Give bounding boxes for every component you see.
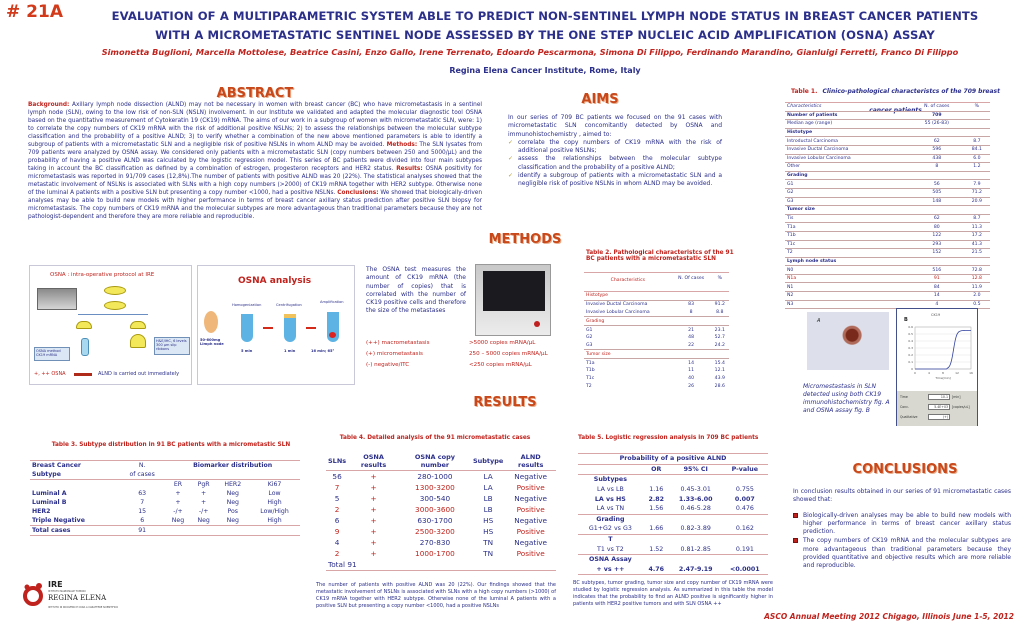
background-text: Axillary lymph node dissection (ALND) may not be necessary in women with breast cancer (BC) who have micrometastasis in a sentinel lymph node (SLN), owing to the low risk of non-SLN (NSLN) involvement. In our Institute we validated and adapted the molecular diagnostic tool OSNA based on the quantitative measurement of Cytokeratin 19 (CK19) mRNA. The aims of our work in a subgroup of women with micrometastatic SLN, were: 1) to correlate the copy numbers of CK19 mRNA with the risk of additional positive NSLNs; 2) to assess the relationships between the molecular subtype classification and the probability of a positive ALND; 3) to verify whether a combination of the new above mentioned parameters is able to identify a subgroup of patients with a micrometastatic SLN and a negligible risk of positive NSLNs in whom ALND may be avoided. bbox=[28, 102, 483, 148]
table1-row: Tumor size bbox=[785, 206, 990, 215]
aims-heading: AIMS bbox=[581, 92, 619, 107]
table2-row: G2 48 52.7 bbox=[586, 335, 725, 341]
table3-row: Luminal B 7 + + Neg High bbox=[32, 499, 282, 506]
table2-row: G3 22 24.2 bbox=[586, 343, 725, 349]
device-button bbox=[534, 321, 540, 327]
osna-method-box: OSNA method CK19 mRNA bbox=[34, 347, 70, 361]
table5-row: T bbox=[578, 534, 768, 544]
table1-row: Grading bbox=[785, 171, 990, 180]
conclusions-label: Conclusions: bbox=[337, 189, 379, 196]
table5-row: LA vs HS 2.82 1.33-6.00 0.007 bbox=[594, 495, 755, 503]
ihc-photo-a: A bbox=[807, 312, 889, 370]
aims-item: ✓ identify a subgroup of patients with a micrometastatic SLN and a negligible risk of positive NSLNs in whom ALND may be avoided. bbox=[508, 171, 722, 188]
table3-total-row: Total cases 91 bbox=[30, 526, 300, 536]
y-tick-label: 0.2 bbox=[908, 353, 913, 357]
check-icon: ✓ bbox=[508, 171, 514, 179]
table1-row: Tis 62 8.7 bbox=[785, 214, 990, 223]
table1-row: T2 152 21.5 bbox=[785, 249, 990, 258]
x-tick-label: 8 bbox=[942, 371, 944, 375]
table1-row: T1b 122 17.2 bbox=[785, 231, 990, 240]
tube-shape bbox=[81, 338, 89, 356]
table2-row: T1b 11 12.1 bbox=[586, 368, 725, 374]
conclusions-body bbox=[793, 488, 1011, 571]
protocol-bottom-left: +, ++ OSNA bbox=[34, 371, 66, 377]
conclusions-text: We showed that biologically-driven analyses may be able to build new models with higher performance in terms of breast cancer axillary status prediction after positive SLN biopsy for micrometastasis. The copy numbers of CK19 mRNA and the molecular subtypes are more advantageous than traditional parameters because they are not pathologist-dependent and therefore they are more reliable and reproducible. bbox=[28, 189, 482, 220]
osna-device-photo bbox=[475, 264, 551, 336]
time-amplification: 16 min; 65° bbox=[311, 349, 335, 353]
table4-row: 9 + 2500-3200 HS Positive bbox=[334, 527, 545, 536]
thresholds bbox=[366, 340, 566, 368]
slice-stack-shape bbox=[130, 334, 146, 348]
table4-row: 6 + 630-1700 HS Negative bbox=[334, 516, 548, 525]
table5-note: BC subtypes, tumor grading, tumor size and copy number of CK19 mRNA were studied by logistic regression analysis. As summarized in this table the model indicates that the probability to find an ALND positive is significantly higher in patients with HER2 positive tumors and with SLN OSNA ++ bbox=[573, 580, 773, 607]
table1-row: Number of patients 709 bbox=[785, 111, 990, 120]
device-window bbox=[483, 271, 545, 311]
lymph-node-shape bbox=[104, 286, 126, 295]
table1-row: T1c 293 41.3 bbox=[785, 240, 990, 249]
table5-caption: Table 5. Logistic regression analysis in 709 BC patients bbox=[578, 435, 759, 441]
table2-row: Tumor size bbox=[584, 350, 729, 359]
table2-row: Invasive Ductal Carcinoma 83 91.2 bbox=[586, 302, 725, 308]
lymph-node-icon bbox=[204, 311, 218, 333]
table4-note: The number of patients with positive ALND was 20 (22%). Our findings showed that the metastatic involvement of NSLNs is associated with SLNs with a high copy numbers (>1000) of CK19 mRNA together with HER2 subtype. Otherwise none of the luminal A patients with a positive SLN but presenting a copy number <1000, had a positive NSLNs bbox=[316, 582, 556, 609]
readout-row: Qualitative (+) bbox=[900, 415, 948, 419]
y-tick-label: 0.3 bbox=[908, 346, 913, 350]
x-tick-label: 16 bbox=[969, 371, 973, 375]
table5-row: G1+G2 vs G3 1.66 0.82-3.89 0.162 bbox=[588, 525, 754, 533]
aims-item: ✓ correlate the copy numbers of CK19 mRNA with the risk of additional positive NSLNs; bbox=[508, 138, 722, 155]
conclusions-item: The copy numbers of CK19 mRNA and the molecular subtypes are more advantageous than traditional parameters because they provided quantitative and objective results which are more reliable and reproducible. bbox=[793, 537, 1011, 570]
table1-row: N2 14 2.0 bbox=[785, 292, 990, 301]
table1-caption: Table 1. Clinico-pathological characteristcs of the 709 breast cancer patients bbox=[791, 88, 1000, 114]
results-text: OSNA positivity for micrometastasis was reported in 91/709 cases (12,8%).The number of patients with positive ALND was 20 (22%). The statistical analyses showed that the metastatic involvement of NSLNs is associated with SLNs with a high copy numbers (>2000) of CK19 mRNA together with HER2 subtype. Otherwise none of the luminal A patients with a positive SLN but presenting a copy number <1000, had a positive NSLNs. bbox=[28, 165, 483, 196]
results-label: Results: bbox=[396, 165, 423, 172]
background-label: Background: bbox=[28, 102, 70, 108]
osna-chart-b: B CK19 0.6 0.5 0.4 0.3 0.2 0.1 0 0 4 8 12 16 Time[min] Time 10.1 [min] Conc. 5.4E+03 [copies/uL] Qualitative (+) bbox=[896, 308, 978, 426]
table1-row: Invasive Lobular Carcinoma 438 6.0 bbox=[785, 154, 990, 163]
table2-caption: Table 2. Pathological characteristcs of the 91 BC patients with a micrometastatic SLN bbox=[586, 250, 734, 262]
conclusions-intro: In conclusion results obtained in our series of 91 micrometastatic cases showed that: bbox=[793, 488, 1011, 504]
osna-analysis-title: OSNA analysis bbox=[238, 276, 312, 286]
table3-header-row: Breast Cancer N. Biomarker distribution bbox=[30, 461, 300, 471]
protocol-bottom-right: ALND is carried out immediately bbox=[98, 371, 180, 377]
table1-row: Lymph node status bbox=[785, 257, 990, 266]
table5-row: T1 vs T2 1.52 0.81-2.85 0.191 bbox=[597, 545, 754, 553]
y-tick-label: 0.1 bbox=[908, 360, 913, 364]
table1-row: T1a 80 11.3 bbox=[785, 223, 990, 232]
table3 bbox=[30, 460, 300, 536]
threshold-row: (++) macrometastasis >5000 copies mRNA/µL bbox=[366, 340, 536, 346]
time-centrifugation: 1 min bbox=[284, 349, 296, 353]
table1-row: Histotype bbox=[785, 128, 990, 137]
aims-body bbox=[508, 114, 722, 188]
device-photo bbox=[37, 288, 77, 310]
aims-intro: In our series of 709 BC patients we focused on the 91 cases with micrometastatic SLN concomitantly detected by OSNA and immunohistochemistry , aimed to: bbox=[508, 114, 722, 138]
table4-row: 7 + 1300-3200 LA Positive bbox=[334, 483, 545, 492]
table2-row: Grading bbox=[584, 317, 729, 326]
table2-row: T1c 40 43.9 bbox=[586, 376, 725, 382]
table4-row: 2 + 3000-3600 LB Positive bbox=[334, 505, 545, 514]
x-axis-label: Time[min] bbox=[935, 376, 951, 380]
aims-list bbox=[508, 139, 722, 189]
y-tick-label: 0.5 bbox=[908, 332, 913, 336]
affiliation: Regina Elena Cancer Institute, Rome, Italy bbox=[449, 66, 641, 75]
table4-row: 5 + 300-540 LB Negative bbox=[334, 494, 548, 503]
table1-row: G3 148 20.9 bbox=[785, 197, 990, 206]
table4-row: 4 + 270-830 TN Negative bbox=[334, 538, 548, 547]
amplification-curve-chart bbox=[899, 319, 977, 381]
x-tick-label: 0 bbox=[914, 371, 916, 375]
table3-row: Triple Negative 6 Neg Neg Neg High bbox=[32, 517, 282, 524]
lymph-node-cut-shape bbox=[104, 301, 126, 310]
table1-row: N1 84 11.9 bbox=[785, 283, 990, 292]
tube-centrifugation bbox=[284, 314, 296, 342]
methods-heading: METHODS bbox=[488, 232, 562, 247]
table3-header-row: Subtype of cases bbox=[30, 470, 300, 480]
ire-logo-icon bbox=[22, 582, 44, 606]
table4-row: 2 + 1000-1700 TN Positive bbox=[334, 549, 545, 558]
methods-text: The SLN lysates from 709 patients were analyzed by OSNA assay. We considered only patients with a micrometastatic SLN (copy numbers between 250 and 5000/µL) and the probability of having a positive ALND was calculated by the logistic regression model. This series of BC patients were divided into four main subtypes taking in account the BC classification as defined by a combination of estrogen, progesteron receptors and HER2 status. bbox=[28, 141, 482, 172]
table2-row: G1 21 23.1 bbox=[586, 327, 725, 333]
y-tick-label: 0 bbox=[911, 367, 913, 371]
table5-row: LA vs TN 1.56 0.46-5.28 0.476 bbox=[596, 505, 754, 513]
check-icon: ✓ bbox=[508, 138, 514, 146]
table3-marker-row: ER PgR HER2 Ki67 bbox=[173, 481, 282, 488]
table4: SLNs OSNA results OSNA copy number Subtype ALND results 56 + 280-1000 LA Negative 7 + 1300-3200 LA Positive 5 + 300-540 LB Negative 2 + 3000-3600 LB Positive 6 + 630-1700 HS Negative 9 + 2500-3200 HS Positive 4 + 270-830 TN Negative 2 + 1000-1700 TN Positive Total 91 bbox=[326, 452, 556, 571]
table3-caption: Table 3. Subtype distribution in 91 BC patients with a micrometastic SLN bbox=[51, 442, 291, 448]
arrow-icon bbox=[74, 373, 92, 376]
amplified-sample bbox=[329, 332, 336, 338]
table5-row: LA vs LB 1.16 0.45-3.01 0.755 bbox=[596, 486, 754, 494]
table1-row: N0 516 72.8 bbox=[785, 266, 990, 275]
threshold-row: (+) micrometastasis 250 – 5000 copies mRNA/µL bbox=[366, 351, 548, 357]
table1-row: G2 505 71.2 bbox=[785, 188, 990, 197]
table1-row: N3 4 0.5 bbox=[785, 300, 990, 309]
time-homogenization: 5 min bbox=[241, 349, 253, 353]
table1-row: Invasive Ductal Carcinoma 596 84.1 bbox=[785, 145, 990, 154]
table4-caption: Table 4. Detailed analysis of the 91 micrometastatic cases bbox=[339, 435, 531, 441]
table1-row: Median age (range) 55 (26-83) bbox=[785, 120, 990, 129]
bullet-square-icon bbox=[793, 538, 798, 543]
slice-shape bbox=[76, 321, 92, 329]
table2-row: T2 26 28.6 bbox=[586, 383, 725, 389]
table4-total: Total 91 bbox=[326, 559, 556, 571]
protocol-figure bbox=[29, 265, 192, 385]
readout-row: Conc. 5.4E+03 [copies/uL] bbox=[900, 405, 970, 409]
table3-row: Luminal A 63 + + Neg Low bbox=[32, 490, 281, 497]
protocol-title: OSNA : intra-operative protocol at IRE bbox=[50, 272, 155, 278]
threshold-row: (-) negative/ITC <250 copies mRNA/µL bbox=[366, 362, 532, 368]
table2: Characteristics N. Of cases % Histotype Invasive Ductal Carcinoma 83 91.2 Invasive Lobular Carcinoma 8 8.8 Grading G1 21 23.1 G2 48 52.7 G3 22 24.2 Tumor size T1a 14 15.4 T1b 11 12.1 T1c 40 43.9 T2 26 28.6 bbox=[584, 272, 729, 390]
footer-meeting: ASCO Annual Meeting 2012 Chigago, Illinois June 1-5, 2012 bbox=[764, 612, 1014, 621]
table1-row: Introductal Carcinoma 62 8.7 bbox=[785, 137, 990, 146]
table4-row: 56 + 280-1000 LA Negative bbox=[332, 472, 548, 481]
abstract-heading: ABSTRACT bbox=[216, 86, 294, 101]
methods-label: Methods: bbox=[386, 141, 418, 148]
table5-row: Subtypes bbox=[578, 475, 768, 485]
arrow-icon bbox=[306, 327, 316, 329]
conclusions-list bbox=[793, 512, 1011, 571]
tube-homogenization bbox=[241, 314, 253, 342]
arrow-icon bbox=[263, 327, 273, 329]
divider-line bbox=[78, 314, 148, 315]
bullet-square-icon bbox=[793, 513, 798, 518]
aims-item: ✓ assess the relationships between the molecular subtype classification and the probability of a positive ALND; bbox=[508, 155, 722, 171]
authors: Simonetta Buglioni, Marcella Mottolese, Beatrice Casini, Enzo Gallo, Irene Terrenato, Edoardo Pescarmona, Simona Di Filippo, Ferdinando Marandino, Gianluigi Ferretti, Franco Di Filippo bbox=[101, 47, 959, 57]
results-heading: RESULTS bbox=[473, 395, 537, 410]
title-line-1: EVALUATION OF A MULTIPARAMETRIC SYSTEM ABLE TO PREDICT NON-SENTINEL LYMPH NODE STATUS IN BREAST CANCER PATIENTS bbox=[111, 9, 979, 23]
step-homogenization: Homogenization bbox=[232, 303, 262, 307]
step-centrifugation: Centrifugation bbox=[276, 303, 302, 307]
step-amplification: Amplification bbox=[320, 300, 344, 304]
table1-row: N1a 91 12.8 bbox=[785, 274, 990, 283]
amplification-curve bbox=[915, 331, 971, 370]
title-line-2: WITH A MICROMETASTATIC SENTINEL NODE ASSESSED BY THE ONE STEP NUCLEIC ACID AMPLIFICATION (OSNA) ASSAY bbox=[155, 28, 935, 42]
table2-row: Histotype bbox=[584, 292, 729, 301]
conclusions-heading: CONCLUSIONS bbox=[852, 462, 958, 477]
table5-row: + vs ++ 4.76 2.47-9.19 <0.0001 bbox=[578, 565, 768, 575]
x-tick-label: 4 bbox=[928, 371, 930, 375]
poster-id: # 21A bbox=[6, 2, 63, 22]
y-tick-label: 0.6 bbox=[908, 325, 913, 329]
readout-panel bbox=[897, 391, 977, 426]
table1: Characteristics N. of cases % Number of patients 709 Median age (range) 55 (26-83) Histotype Introductal Carcinoma 62 8.7 Invasive Ductal Carcinoma 596 84.1 Invasive Lobular Carcinoma 438 6.0 Other 8 1.2 Grading G1 56 7.9 G2 505 71.2 G3 148 20.9 Tumor size Tis 62 8.7 T1a 80 11.3 T1b 122 17.2 T1c 293 41.3 T2 152 21.5 Lymph node status N0 516 72.8 N1a 91 12.8 N1 84 11.9 N2 14 2.0 N3 4 0.5 bbox=[785, 102, 990, 309]
readout-row: Time 10.1 [min] bbox=[900, 395, 961, 399]
conclusions-item: Biologically-driven analyses may be able to build new models with higher performance in terms of breast cancer axillary status prediction. bbox=[793, 512, 1011, 537]
table1-row: G1 56 7.9 bbox=[785, 180, 990, 189]
slice-shape bbox=[130, 321, 146, 329]
figure-ab-caption: Micromestastasis in SLN detected using both CK19 immunohistochemistry fig. A and OSNA assay fig. B bbox=[803, 383, 890, 415]
ire-logo: IRE ISTITUTO NAZIONALE TUMORI REGINA ELENA ISTITUTO DI RICOVERO E CURA A CARATTERE SCIENTIFICO bbox=[22, 580, 142, 620]
abstract-body bbox=[28, 102, 482, 222]
check-icon: ✓ bbox=[508, 155, 514, 163]
x-tick-label: 12 bbox=[955, 371, 959, 375]
table5: Probability of a positive ALND OR 95% CI P-value Subtypes LA vs LB 1.16 0.45-3.01 0.755 LA vs HS 2.82 1.33-6.00 0.007 LA vs TN 1.56 0.46-5.28 0.476 Grading G1+G2 vs G3 1.66 0.82-3.89 0.162 T T1 vs T2 1.52 0.81-2.85 0.191 OSNA Assay + vs ++ 4.76 2.47-9.19 <0.0001 bbox=[578, 453, 768, 575]
osna-analysis-figure bbox=[197, 265, 355, 385]
he-ihc-box: H&E/IHC, 6 levels 300 µm slip ribbons bbox=[154, 337, 190, 355]
osna-description: The OSNA test measures the amount of CK19 mRNA (the number of copies) that is correlated with the number of CK19 positive cells and therefore the size of the metastases bbox=[366, 266, 466, 315]
table1-row: Other 8 1.2 bbox=[785, 163, 990, 172]
table5-row: Grading bbox=[578, 514, 768, 524]
table3-row: HER2 15 -/+ -/+ Pos Low/High bbox=[32, 508, 289, 515]
table2-row: T1a 14 15.4 bbox=[586, 360, 725, 366]
y-tick-label: 0.4 bbox=[908, 339, 913, 343]
table2-row: Invasive Lobular Carcinoma 8 8.8 bbox=[586, 309, 724, 315]
table5-row: OSNA Assay bbox=[578, 554, 768, 564]
node-label: 50-600mg Limph node bbox=[200, 338, 224, 346]
